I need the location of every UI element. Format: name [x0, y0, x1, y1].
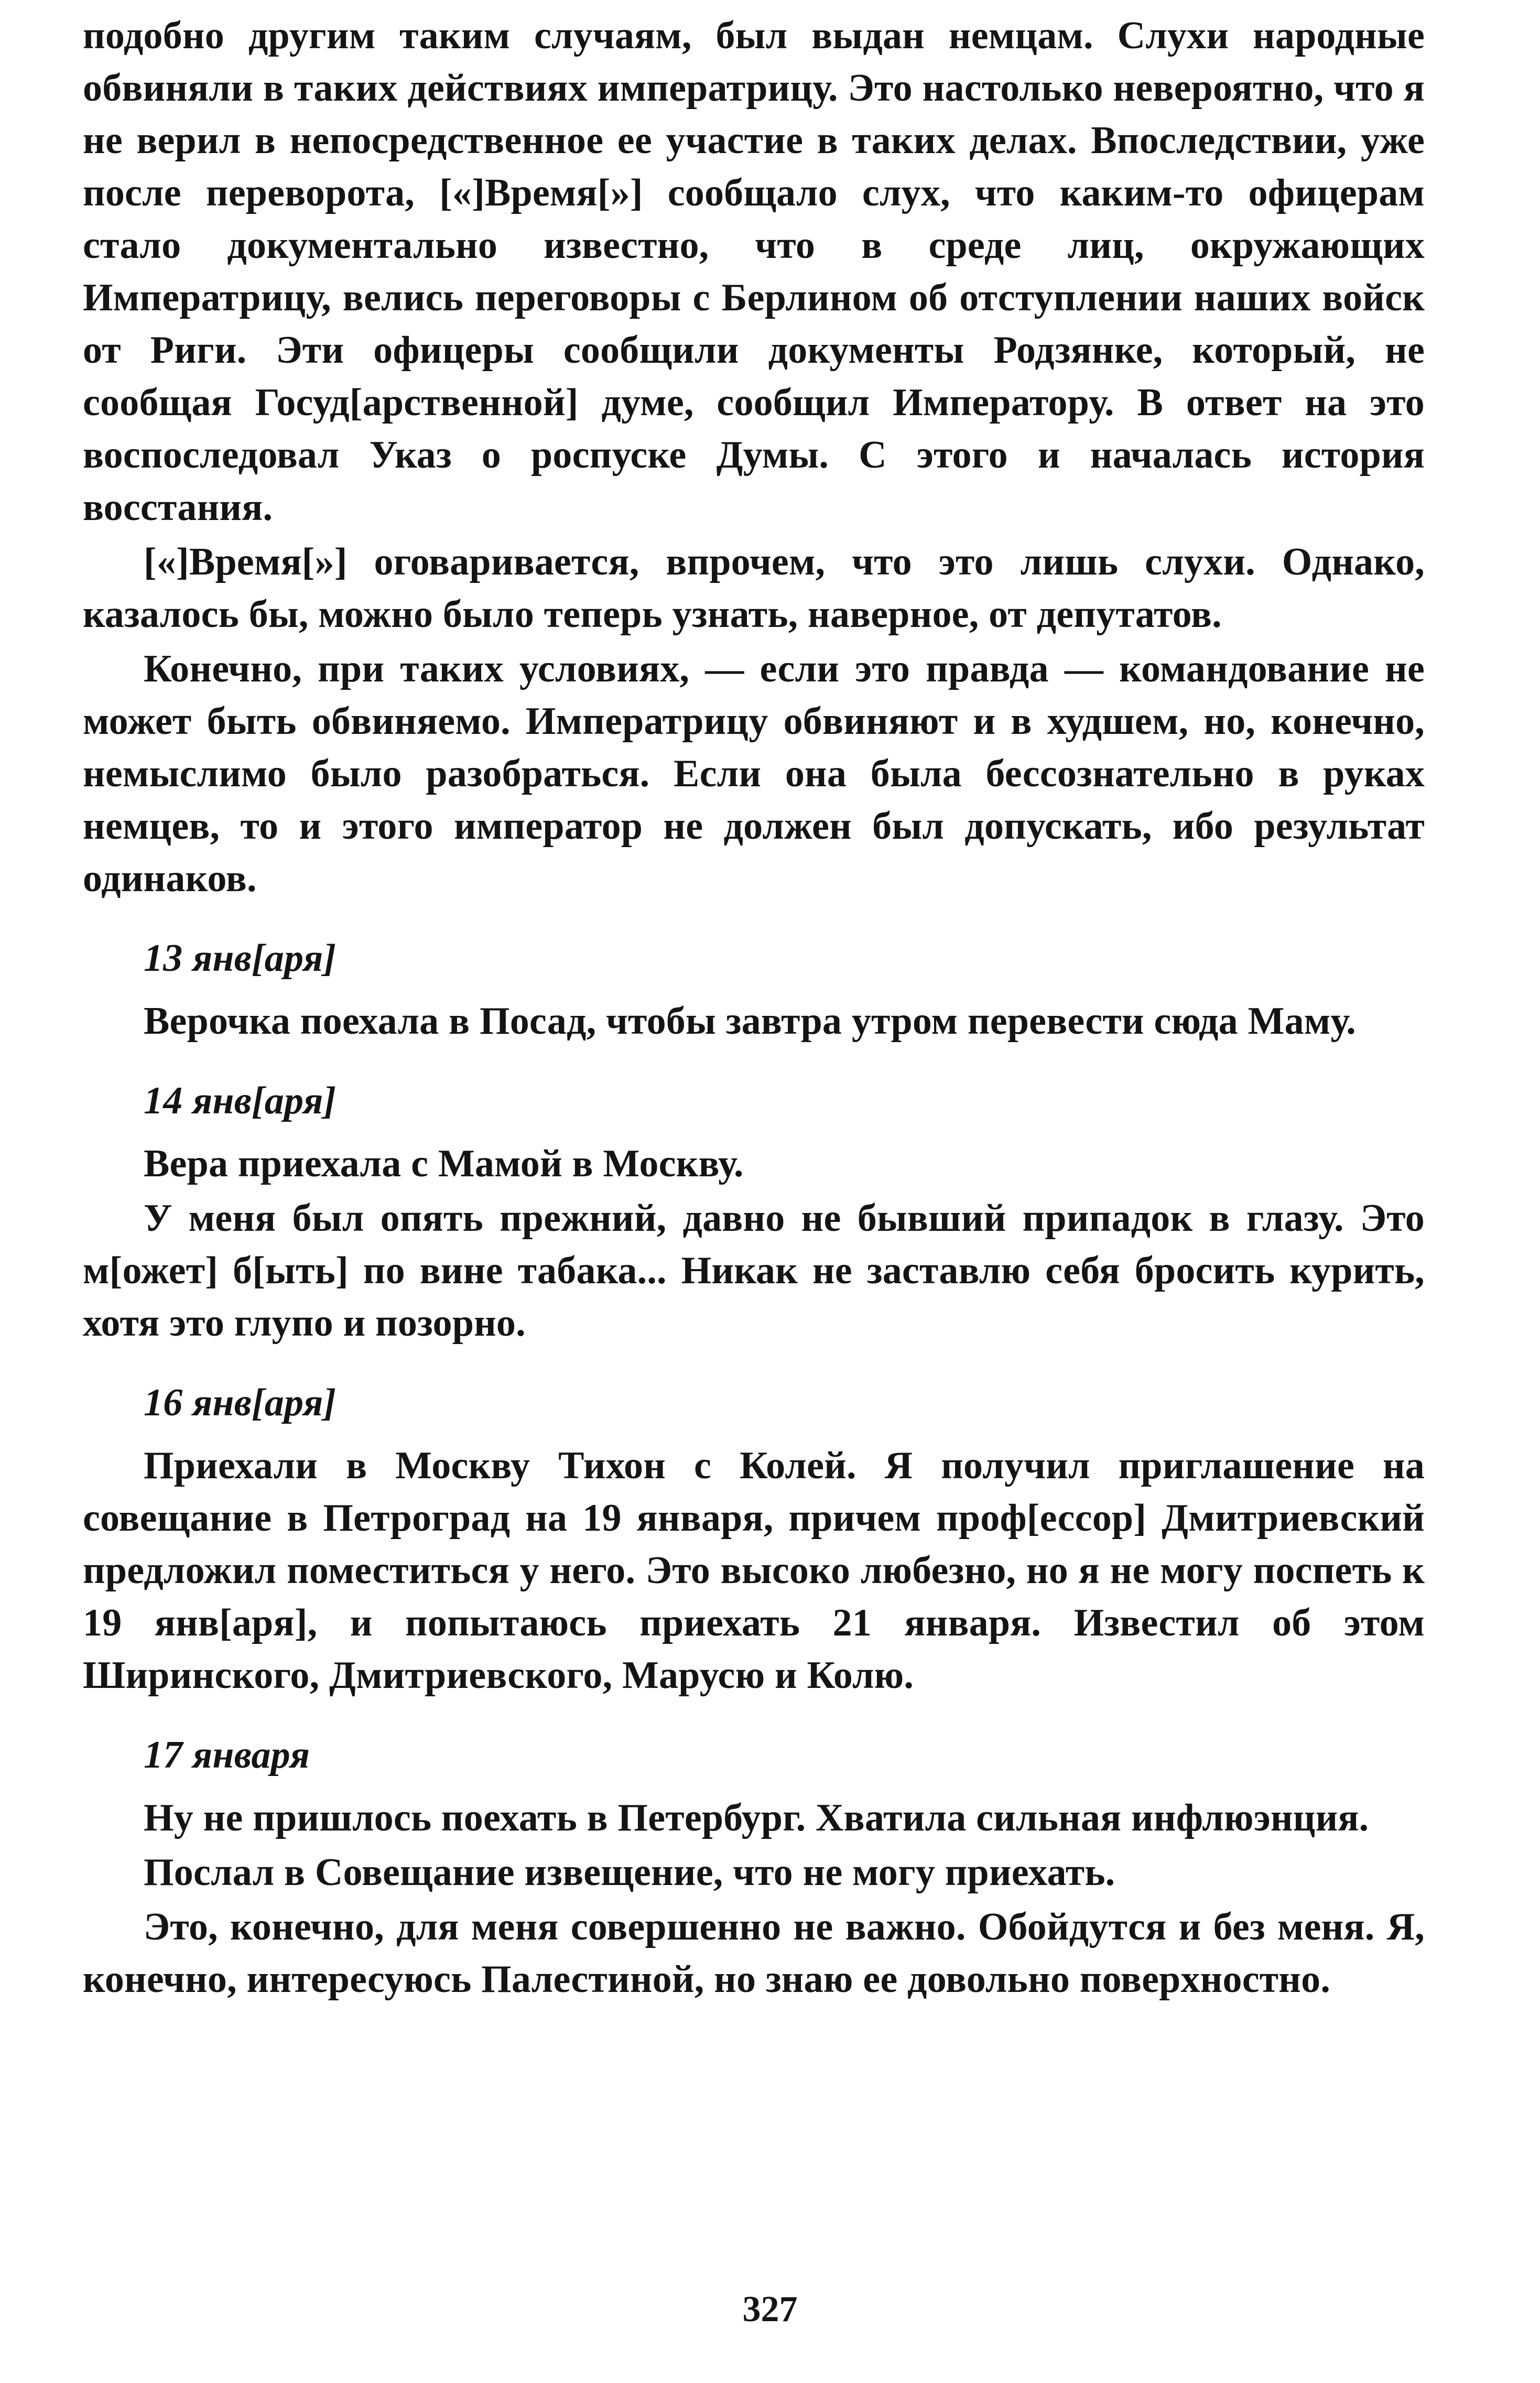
paragraph: У меня был опять прежний, давно не бывший припадок в глазу. Это м[ожет] б[ыть] по вине табака... Никак не заставлю себя бросить курить, хотя это глупо и позорно. — [83, 1197, 1425, 1345]
page-number: 327 — [742, 2289, 798, 2330]
paragraph: подобно другим таким случаям, был выдан немцам. Слухи народные обвиняли в таких действиях императрицу. Это настолько невероятно, что я не верил в непосредственное ее участие в таких делах. Впоследствии, уже после переворота, [«]Время[»] сообщало слух, что каким-то офицерам стало документально известно, что в среде лиц, окружающих Императрицу, велись переговоры с Берлином об отступлении наших войск от Риги. Эти офицеры сообщили документы Родзянке, который, не сообщая Госуд[арственной] думе, сообщил Императору. В ответ на это воспоследовал Указ о роспуске Думы. С этого и началась история восстания. — [83, 14, 1425, 529]
paragraph: Послал в Совещание извещение, что не могу приехать. — [144, 1851, 1115, 1894]
diary-date-heading: 16 янв[аря] — [144, 1381, 337, 1424]
page-body — [83, 9, 1425, 2008]
paragraph: Это, конечно, для меня совершенно не важно. Обойдутся и без меня. Я, конечно, интересуюсь Палестиной, но знаю ее довольно поверхностно. — [83, 1905, 1425, 2001]
diary-date-heading: 14 янв[аря] — [144, 1079, 337, 1122]
paragraph: Приехали в Москву Тихон с Колей. Я получил приглашение на совещание в Петроград на 19 января, причем проф[ессор] Дмитриевский предложил поместиться у него. Это высоко любезно, но я не могу поспеть к 19 янв[аря], и попытаюсь приехать 21 января. Известил об этом Ширинского, Дмитриевского, Марусю и Колю. — [83, 1444, 1425, 1697]
paragraph: Конечно, при таких условиях, — если это правда — командование не может быть обвиняемо. Императрицу обвиняют и в худшем, но, конечно, немыслимо было разобраться. Если она была бессознательно в руках немцев, то и этого император не должен был допускать, ибо результат одинаков. — [83, 647, 1425, 900]
paragraph: Верочка поехала в Посад, чтобы завтра утром перевести сюда Маму. — [144, 1000, 1356, 1043]
paragraph: [«]Время[»] оговаривается, впрочем, что это лишь слухи. Однако, казалось бы, можно было теперь узнать, наверное, от депутатов. — [83, 540, 1425, 636]
paragraph: Ну не пришлось поехать в Петербург. Хватила сильная инфлюэнция. — [144, 1796, 1369, 1839]
diary-date-heading: 13 янв[аря] — [144, 937, 337, 980]
paragraph: Вера приехала с Мамой в Москву. — [144, 1142, 744, 1185]
diary-date-heading: 17 января — [144, 1734, 310, 1777]
